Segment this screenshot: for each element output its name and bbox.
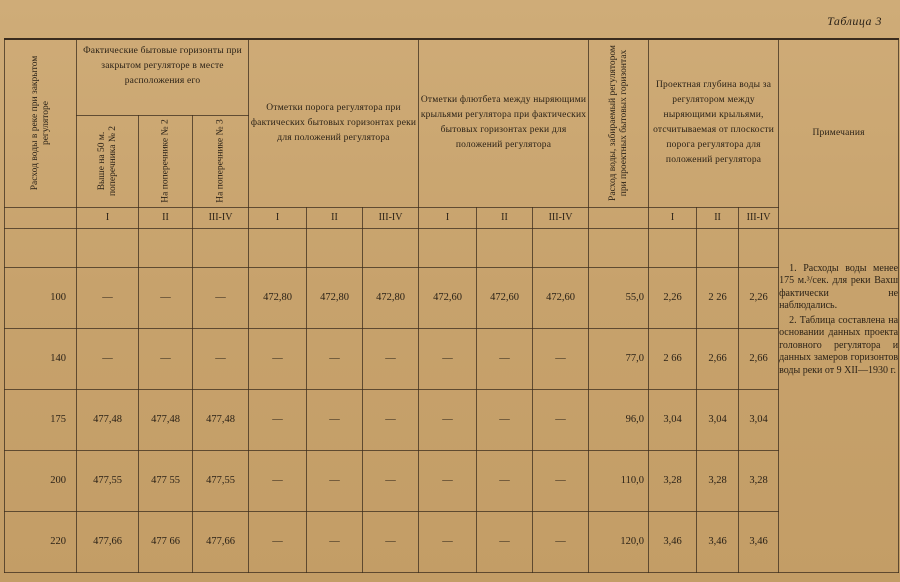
table-cell: —	[307, 511, 363, 572]
note-2: 2. Таблица составлена на основании данных проекта головного регулятора и данных замеров горизонтов воды реки от 9 XII—1930 г.	[779, 314, 899, 376]
table-cell: 2,26	[739, 267, 779, 328]
table-cell: 472,60	[419, 267, 477, 328]
table-cell: 477,55	[193, 450, 249, 511]
position-ii: II	[307, 207, 363, 228]
position-i: I	[77, 207, 139, 228]
table-cell: 220	[5, 511, 77, 572]
table-cell: 472,80	[249, 267, 307, 328]
table-row	[5, 511, 899, 572]
table-cell: —	[193, 328, 249, 389]
table-cell: 120,0	[589, 511, 649, 572]
table-cell: —	[533, 511, 589, 572]
table-cell: 96,0	[589, 389, 649, 450]
position-iii-iv: III-IV	[363, 207, 419, 228]
table-cell: 477,55	[77, 450, 139, 511]
table-label: Таблица 3	[827, 14, 882, 28]
table-cell: 477 66	[139, 511, 193, 572]
position-iii-iv: III-IV	[739, 207, 779, 228]
col-group-design-depth: Проектная глубина воды за регулятором между ныряющими крыльями, отсчитываемая от плоскости порога регулятора для положений регулятора	[649, 39, 779, 207]
table-cell: —	[363, 328, 419, 389]
position-ii: II	[697, 207, 739, 228]
notes-cell	[779, 228, 899, 572]
table-cell: 472,60	[533, 267, 589, 328]
table-cell: 3,04	[739, 389, 779, 450]
table-spacer-row	[5, 228, 899, 267]
table-cell: 3,04	[649, 389, 697, 450]
table-cell: 77,0	[589, 328, 649, 389]
table-cell: 3,28	[697, 450, 739, 511]
table-cell: —	[193, 267, 249, 328]
table-cell: 3,46	[739, 511, 779, 572]
position-blank	[5, 207, 77, 228]
table-cell: —	[419, 389, 477, 450]
data-table	[4, 38, 899, 573]
table-cell: 477,48	[139, 389, 193, 450]
table-cell: —	[77, 267, 139, 328]
table-cell: —	[533, 328, 589, 389]
sub-header-upstream: Выше на 50 м. поперечника № 2	[77, 115, 139, 207]
position-i: I	[419, 207, 477, 228]
position-blank	[589, 207, 649, 228]
table-cell: 3,46	[697, 511, 739, 572]
table-cell: —	[77, 328, 139, 389]
col-group-actual-horizons: Фактические бытовые горизонты при закрытом регуляторе в месте расположения его	[77, 39, 249, 115]
table-cell: 3,46	[649, 511, 697, 572]
table-cell: —	[477, 511, 533, 572]
position-i: I	[249, 207, 307, 228]
table-cell: 472,80	[363, 267, 419, 328]
table-cell: —	[477, 328, 533, 389]
table-cell: 200	[5, 450, 77, 511]
position-iii-iv: III-IV	[533, 207, 589, 228]
table-cell: —	[477, 389, 533, 450]
table-cell: —	[419, 450, 477, 511]
col-header-notes: Примечания	[779, 39, 899, 228]
table-cell: —	[363, 389, 419, 450]
table-cell: —	[249, 511, 307, 572]
table-cell: 477 55	[139, 450, 193, 511]
table-cell: —	[419, 511, 477, 572]
col-group-threshold-marks: Отметки порога регулятора при фактических бытовых горизонтах реки для положений регулятора	[249, 39, 419, 207]
table-cell: 472,60	[477, 267, 533, 328]
sub-header-cross-2: На поперечнике № 2	[139, 115, 193, 207]
table-cell: 477,66	[193, 511, 249, 572]
table-cell: 2,66	[739, 328, 779, 389]
table-cell: —	[419, 328, 477, 389]
table-row	[5, 328, 899, 389]
table-cell: 3,28	[739, 450, 779, 511]
position-ii: II	[139, 207, 193, 228]
table-cell: —	[477, 450, 533, 511]
position-iii-iv: III-IV	[193, 207, 249, 228]
table-cell: —	[533, 450, 589, 511]
table-cell: 2,26	[649, 267, 697, 328]
note-1: 1. Расходы воды менее 175 м.³/сек. для реки Вахш фактически не наблюдались.	[779, 262, 899, 311]
sub-header-cross-3: На поперечнике № 3	[193, 115, 249, 207]
table-cell: 2,66	[697, 328, 739, 389]
table-cell: —	[363, 450, 419, 511]
table-cell: —	[307, 389, 363, 450]
col-header-flow-taken: Расход воды, забираемый регулятором при проектных бытовых горизонтах	[589, 39, 649, 207]
table-cell: —	[249, 328, 307, 389]
table-cell: —	[139, 267, 193, 328]
table-cell: —	[307, 328, 363, 389]
table-cell: 3,04	[697, 389, 739, 450]
position-ii: II	[477, 207, 533, 228]
table-cell: —	[363, 511, 419, 572]
table-row	[5, 450, 899, 511]
table-cell: 2 26	[697, 267, 739, 328]
table-cell: —	[533, 389, 589, 450]
table-cell: 472,80	[307, 267, 363, 328]
table-cell: 55,0	[589, 267, 649, 328]
table-cell: —	[249, 450, 307, 511]
table-cell: 477,48	[77, 389, 139, 450]
table-row	[5, 389, 899, 450]
table-cell: 100	[5, 267, 77, 328]
col-header-river-flow: Расход воды в реке при закрытом регуляторе	[5, 39, 77, 207]
table-cell: 2 66	[649, 328, 697, 389]
table-row	[5, 267, 899, 328]
table-cell: —	[249, 389, 307, 450]
table-cell: 175	[5, 389, 77, 450]
position-i: I	[649, 207, 697, 228]
table-cell: 110,0	[589, 450, 649, 511]
table-cell: 3,28	[649, 450, 697, 511]
table-cell: —	[307, 450, 363, 511]
col-group-floor-marks: Отметки флютбета между ныряющими крыльями регулятора при фактических бытовых горизонтах реки для положений регулятора	[419, 39, 589, 207]
table-cell: 477,66	[77, 511, 139, 572]
table-cell: 477,48	[193, 389, 249, 450]
table-cell: —	[139, 328, 193, 389]
table-cell: 140	[5, 328, 77, 389]
